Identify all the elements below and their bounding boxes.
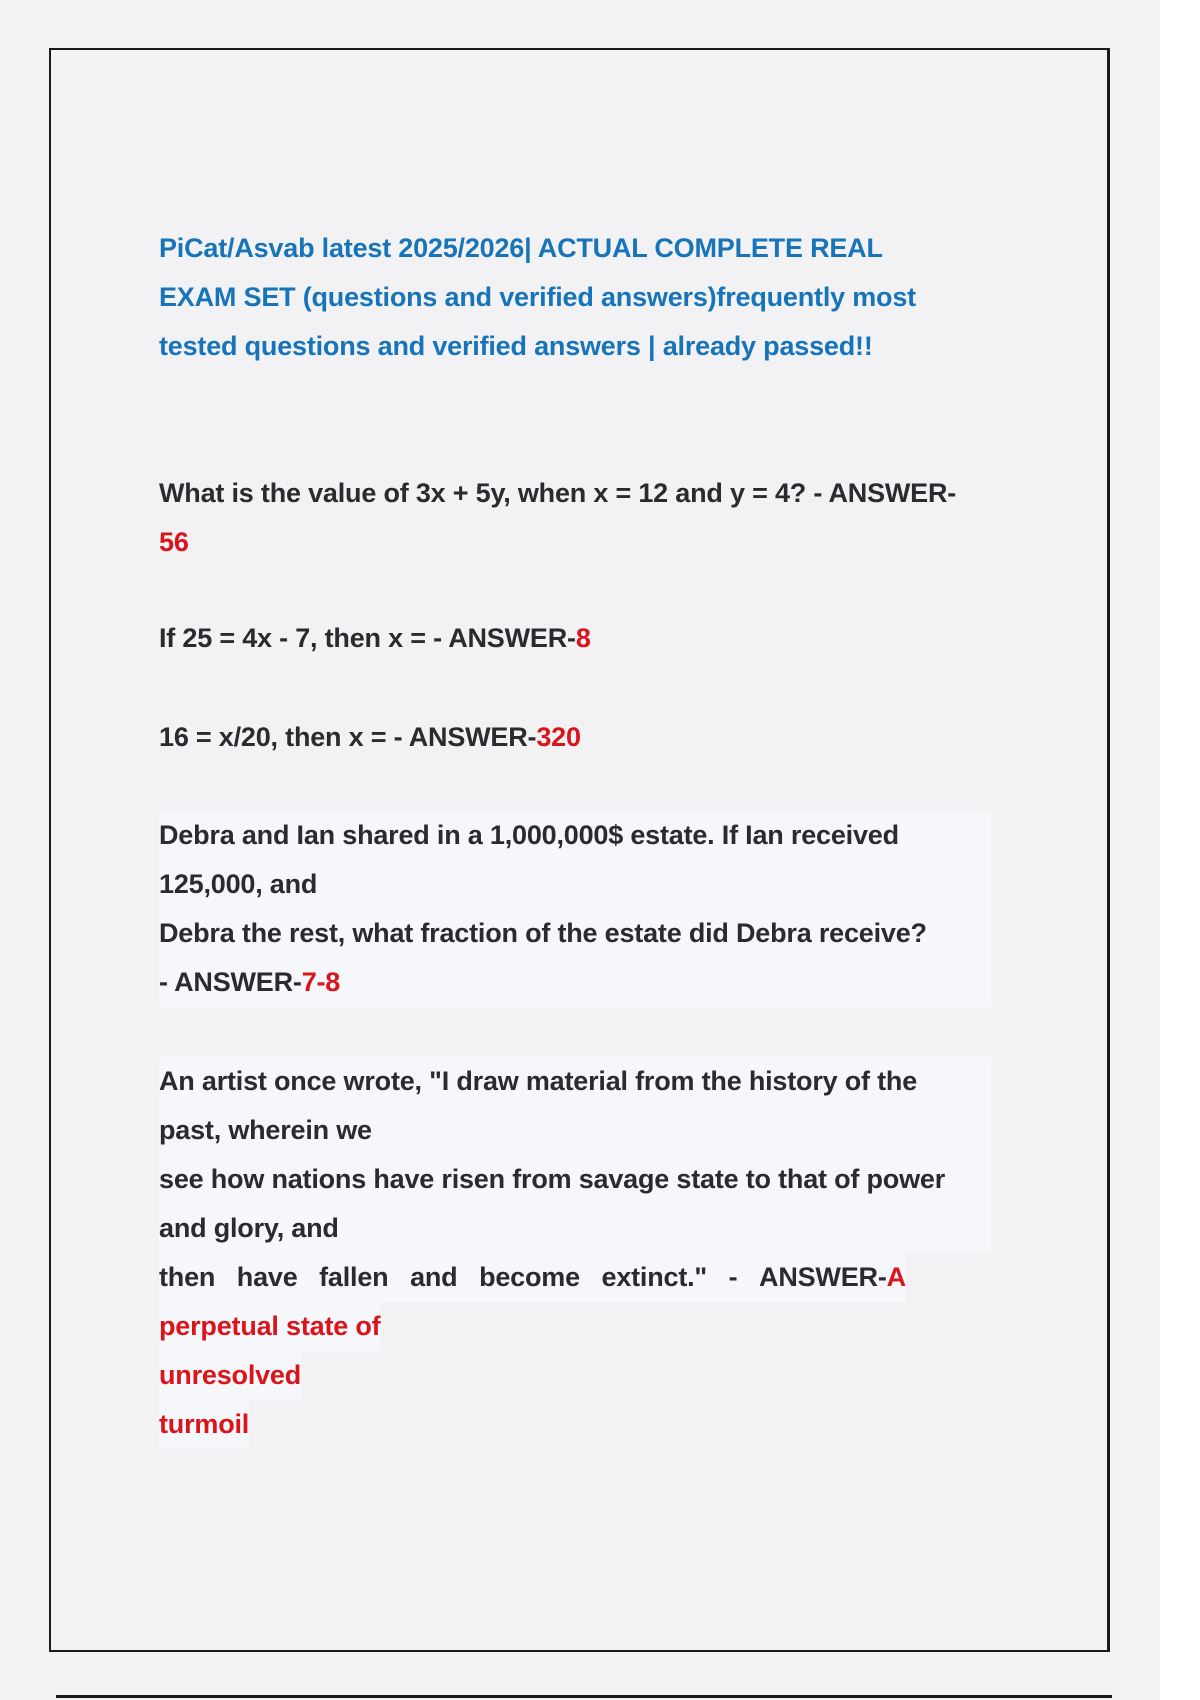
question-word: and [410,1262,458,1292]
question-text: If 25 = 4x - 7, then x = - ANSWER- [159,623,576,653]
question-text: 125,000, and [159,869,318,899]
next-page-top-border [56,1695,1112,1698]
answer-text: turmoil [159,1400,249,1449]
question-word: have [236,1262,298,1292]
question-3 [159,713,581,762]
question-text: see how nations have risen from savage state to that of power [159,1155,991,1204]
answer-text: perpetual state of [159,1302,380,1351]
question-5 [159,1057,991,1449]
question-1 [159,469,956,567]
question-2 [159,614,591,663]
question-word: fallen [319,1262,389,1292]
answer-text: 320 [536,722,581,752]
question-text: Debra the rest, what fraction of the estate did Debra receive? [159,918,927,948]
question-text: 16 = x/20, then x = - ANSWER- [159,722,537,752]
answer-text: 56 [159,527,189,557]
answer-text: unresolved [159,1351,301,1400]
question-text: and glory, and [159,1204,991,1253]
justified-line [159,1253,906,1302]
question-word: then [159,1262,216,1292]
page-gutter [1160,0,1200,1700]
question-text: Debra and Ian shared in a 1,000,000$ estate. If Ian received [159,820,899,850]
title-line: tested questions and verified answers | already passed!! [159,331,873,361]
answer-text: A [886,1262,906,1292]
question-word: - [728,1262,738,1292]
title-line: PiCat/Asvab latest 2025/2026| ACTUAL COMPLETE REAL [159,233,883,263]
question-word: extinct." [601,1262,708,1292]
question-4 [159,811,991,1007]
question-text: What is the value of 3x + 5y, when x = 12 and y = 4? - ANSWER- [159,478,957,508]
answer-text: 8 [575,623,591,653]
question-text: past, wherein we [159,1106,991,1155]
title-line: EXAM SET (questions and verified answers)frequently most [159,282,916,312]
answer-text: 7-8 [301,967,341,997]
question-word: become [479,1262,580,1292]
question-word: ANSWER- [759,1262,887,1292]
question-text: - ANSWER- [159,967,302,997]
question-text: An artist once wrote, "I draw material from the history of the [159,1057,991,1106]
document-title [159,224,999,371]
